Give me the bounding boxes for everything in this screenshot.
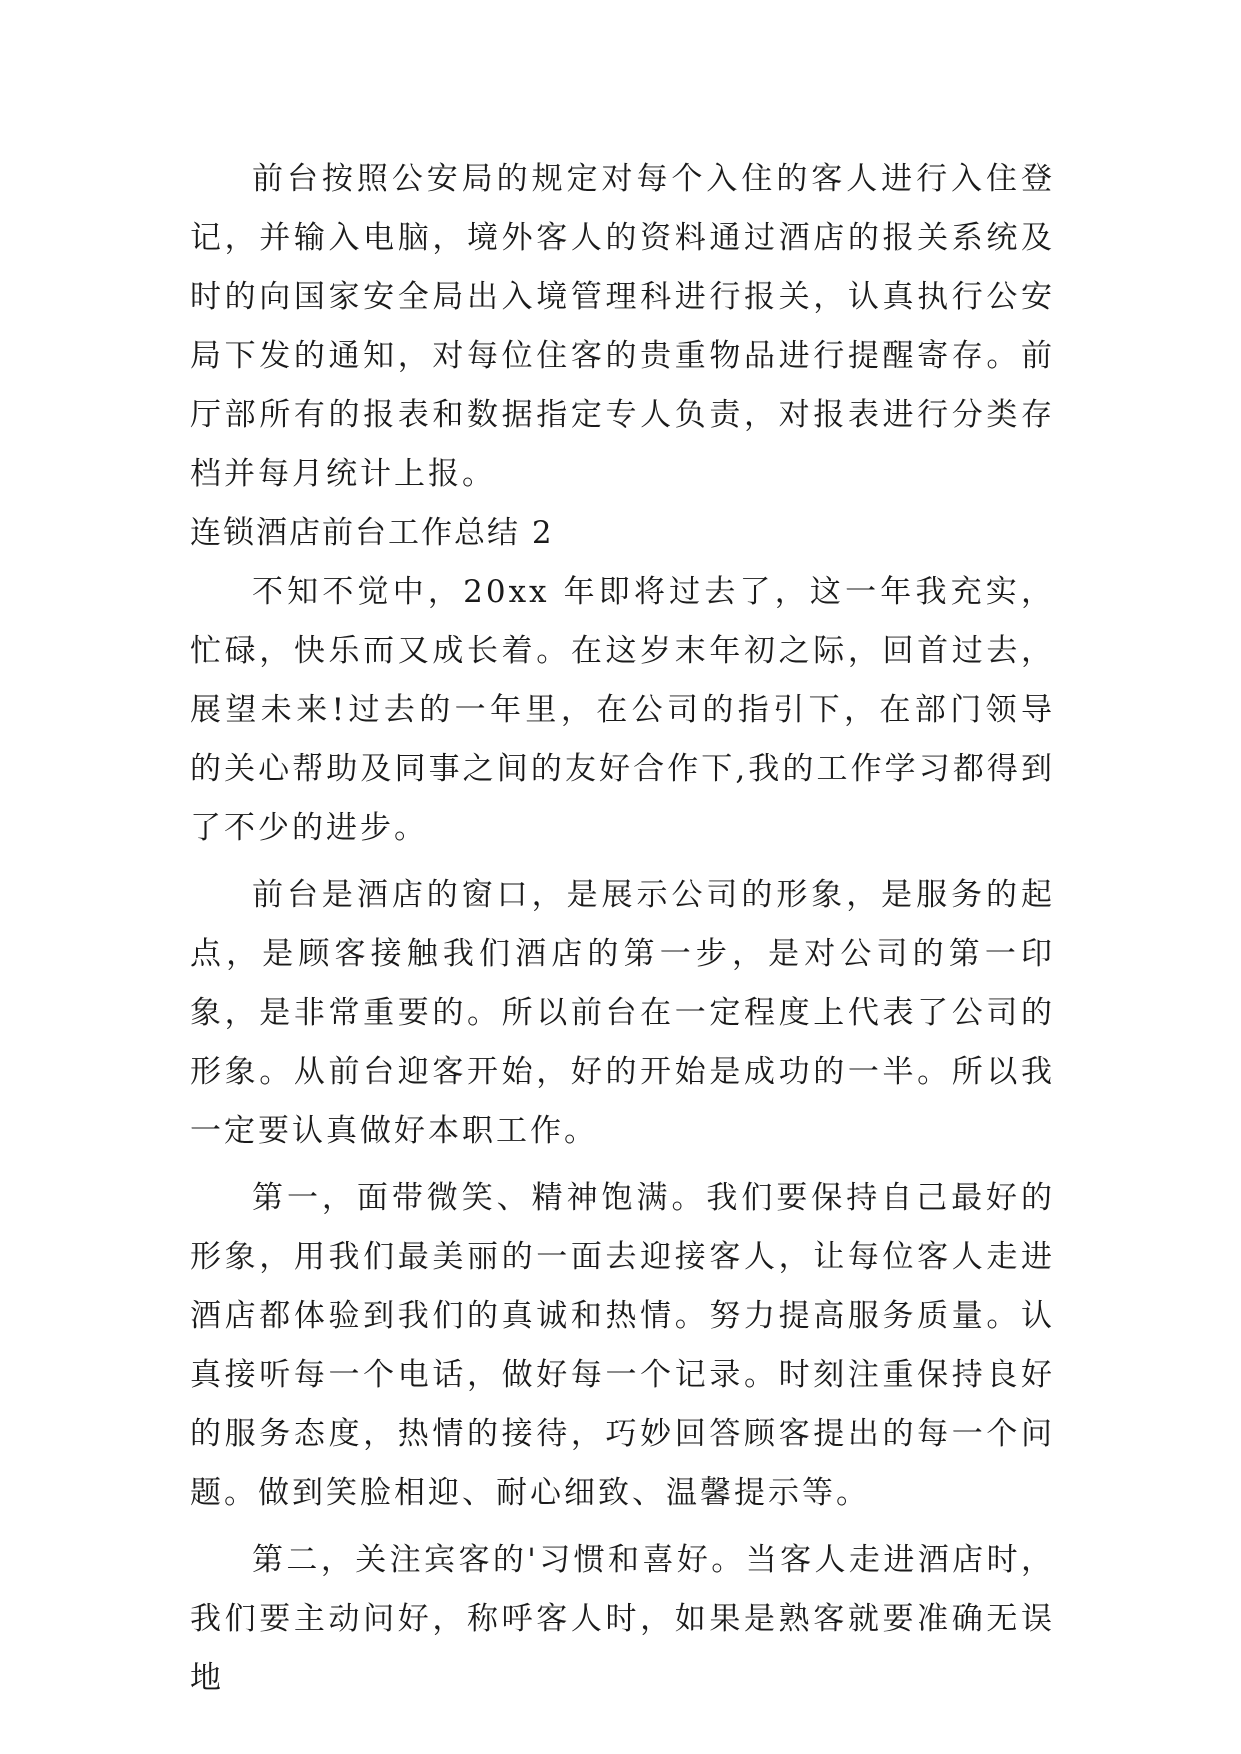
section-heading: 连锁酒店前台工作总结 2 (190, 515, 554, 551)
document-body (190, 150, 1055, 1708)
paragraph-second-point: 第二，关注宾客的'习惯和喜好。当客人走进酒店时，我们要主动问好，称呼客人时，如果是熟客就要准确无误地 (190, 1542, 1055, 1696)
paragraph-front-desk-registration: 前台按照公安局的规定对每个入住的客人进行入住登记，并输入电脑，境外客人的资料通过酒店的报关系统及时的向国家安全局出入境管理科进行报关，认真执行公安局下发的通知，对每位住客的贵重物品进行提醒寄存。前厅部所有的报表和数据指定专人负责，对报表进行分类存档并每月统计上报。 (190, 161, 1055, 492)
paragraph-front-desk-role: 前台是酒店的窗口，是展示公司的形象，是服务的起点，是顾客接触我们酒店的第一步，是对公司的第一印象，是非常重要的。所以前台在一定程度上代表了公司的形象。从前台迎客开始，好的开始是成功的一半。所以我一定要认真做好本职工作。 (190, 877, 1055, 1149)
paragraph-year-review: 不知不觉中，20xx 年即将过去了，这一年我充实，忙碌，快乐而又成长着。在这岁末年初之际，回首过去，展望未来!过去的一年里，在公司的指引下，在部门领导的关心帮助及同事之间的友好合作下,我的工作学习都得到了不少的进步。 (190, 574, 1055, 846)
paragraph-first-point: 第一，面带微笑、精神饱满。我们要保持自己最好的形象，用我们最美丽的一面去迎接客人，让每位客人走进酒店都体验到我们的真诚和热情。努力提高服务质量。认真接听每一个电话，做好每一个记录。时刻注重保持良好的服务态度，热情的接待，巧妙回答顾客提出的每一个问题。做到笑脸相迎、耐心细致、温馨提示等。 (190, 1180, 1055, 1511)
